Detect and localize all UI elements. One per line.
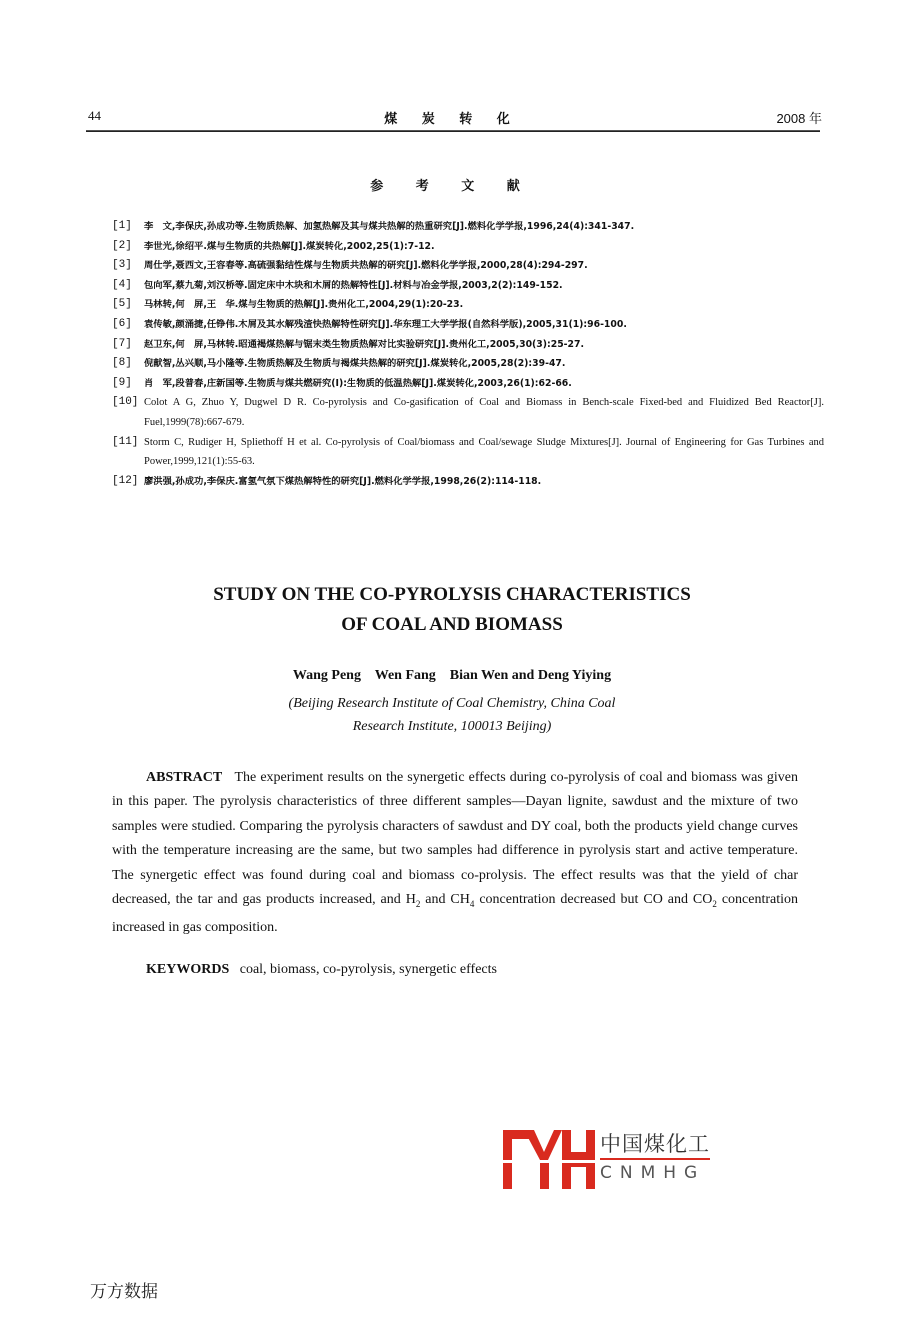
reference-item (112, 217, 824, 237)
logo-divider (600, 1158, 710, 1160)
journal-name: 煤 炭 转 化 (384, 112, 520, 127)
reference-number: [10] (112, 396, 139, 409)
reference-text: Colot A G, Zhuo Y, Dugwel D R. Co-pyrolysis and Co-gasification of Coal and Biomass in Bench-scale Fixed-bed and Fluidized Bed Reactor[J]. Fuel,1999(78):667-679. (144, 397, 824, 428)
paper-title-line-1: STUDY ON THE CO-PYROLYSIS CHARACTERISTICS (213, 584, 691, 605)
header-rule (86, 130, 820, 132)
references-heading: 参 考 文 献 (370, 179, 534, 194)
subscript: 4 (469, 898, 475, 909)
affiliation-line-2: Research Institute, 100013 Beijing) (352, 719, 552, 734)
reference-text: 袁传敏,颜涌捷,任铮伟.木屑及其水解残渣快热解特性研究[J].华东理工大学学报(自然科学版),2005,31(1):96-100. (144, 318, 627, 330)
reference-text: 马林转,何 屏,王 华.煤与生物质的热解[J].贵州化工,2004,29(1):20-23. (144, 299, 464, 311)
reference-text: 包向军,蔡九菊,刘汉桥等.固定床中木块和木屑的热解特性[J].材料与冶金学报,2003,2(2):149-152. (144, 279, 563, 291)
abstract-text: and CH (420, 892, 470, 908)
page-number: 44 (88, 108, 101, 123)
reference-number: [5] (112, 298, 132, 311)
subscript: 2 (415, 898, 421, 909)
reference-text: Storm C, Rudiger H, Spliethoff H et al. Co-pyrolysis of Coal/biomass and Coal/sewage Sludge Mixtures[J]. Journal of Engineering for Gas Turbines and Power,1999,121(1):55-63. (144, 436, 824, 468)
reference-number: [1] (112, 220, 132, 232)
reference-item (112, 256, 824, 276)
reference-text: 廖洪强,孙成功,李保庆.富氢气氛下煤热解特性的研究[J].燃料化学学报,1998,26(2):114-118. (144, 475, 542, 487)
reference-number: [9] (112, 376, 132, 389)
authors: Wang Peng Wen Fang Bian Wen and Deng Yiying (292, 668, 612, 683)
logo-english-text: CNMHG (600, 1163, 706, 1183)
reference-text: 倪献智,丛兴顺,马小隆等.生物质热解及生物质与褐煤共热解的研究[J].煤炭转化,2005,28(2):39-47. (144, 358, 566, 370)
reference-item (112, 237, 824, 257)
affiliation (0, 692, 904, 738)
reference-item (112, 315, 824, 335)
reference-item (112, 354, 824, 374)
abstract-text: concentration decreased but CO and CO (474, 892, 713, 908)
reference-text: 赵卫东,何 屏,马林转.昭通褐煤热解与锯末类生物质热解对比实验研究[J].贵州化工,2005,30(3):25-27. (144, 338, 585, 350)
reference-text: 周仕学,聂西文,王容春等.高硫强黏结性煤与生物质共热解的研究[J].燃料化学学报,2000,28(4):294-297. (144, 260, 588, 272)
paper-title (0, 580, 904, 640)
reference-number: [4] (112, 278, 132, 291)
journal-year: 2008 年 (776, 111, 822, 126)
reference-text: 李世光,徐绍平.煤与生物质的共热解[J].煤炭转化,2002,25(1):7-12. (144, 240, 435, 252)
keywords (112, 962, 798, 978)
logo-chinese-text: 中国煤化工 (600, 1132, 710, 1156)
reference-item (112, 433, 824, 472)
reference-number: [12] (112, 474, 139, 487)
reference-number: [8] (112, 357, 132, 370)
subscript: 2 (712, 898, 717, 909)
paper-title-line-2: OF COAL AND BIOMASS (341, 614, 563, 635)
reference-item (112, 472, 824, 492)
reference-text: 肖 军,段普春,庄新国等.生物质与煤共燃研究(Ⅰ):生物质的低温热解[J].煤炭转化,2003,26(1):62-66. (144, 377, 572, 389)
abstract (112, 766, 798, 941)
watermark-footer: 万方数据 (90, 1282, 158, 1302)
reference-item (112, 374, 824, 394)
affiliation-line-1: (Beijing Research Institute of Coal Chemistry, China Coal (288, 696, 616, 711)
reference-list (112, 217, 824, 491)
reference-number: [6] (112, 317, 132, 330)
abstract-text: concentration increased in gas composition. (112, 892, 798, 936)
keywords-text: coal, biomass, co-pyrolysis, synergetic effects (239, 962, 497, 977)
abstract-label: ABSTRACT (146, 770, 223, 785)
reference-item (112, 393, 824, 432)
reference-number: [11] (112, 435, 139, 448)
reference-number: [3] (112, 259, 132, 272)
reference-item (112, 335, 824, 355)
reference-item (112, 295, 824, 315)
reference-number: [2] (112, 239, 132, 252)
keywords-label: KEYWORDS (146, 962, 230, 977)
reference-item (112, 276, 824, 296)
reference-text: 李 文,李保庆,孙成功等.生物质热解、加氢热解及其与煤共热解的热重研究[J].燃料化学学报,1996,24(4):341-347. (144, 221, 635, 232)
reference-number: [7] (112, 337, 132, 350)
abstract-text: The experiment results on the synergetic effects during co-pyrolysis of coal and biomass was given in this paper. The pyrolysis characteristics of three different samples—Dayan lignite, sawdust and the mixture of two samples were studied. Comparing the pyrolysis characters of sawdust and DY coal, both the products yield change curves with the temperature increasing are the same, but two samples had difference in pyrolysis start and active temperature. The synergetic effect was found during coal and biomass co-prolysis. The effect results was that the yield of char decreased, the tar and gas products increased, and H (112, 770, 798, 908)
